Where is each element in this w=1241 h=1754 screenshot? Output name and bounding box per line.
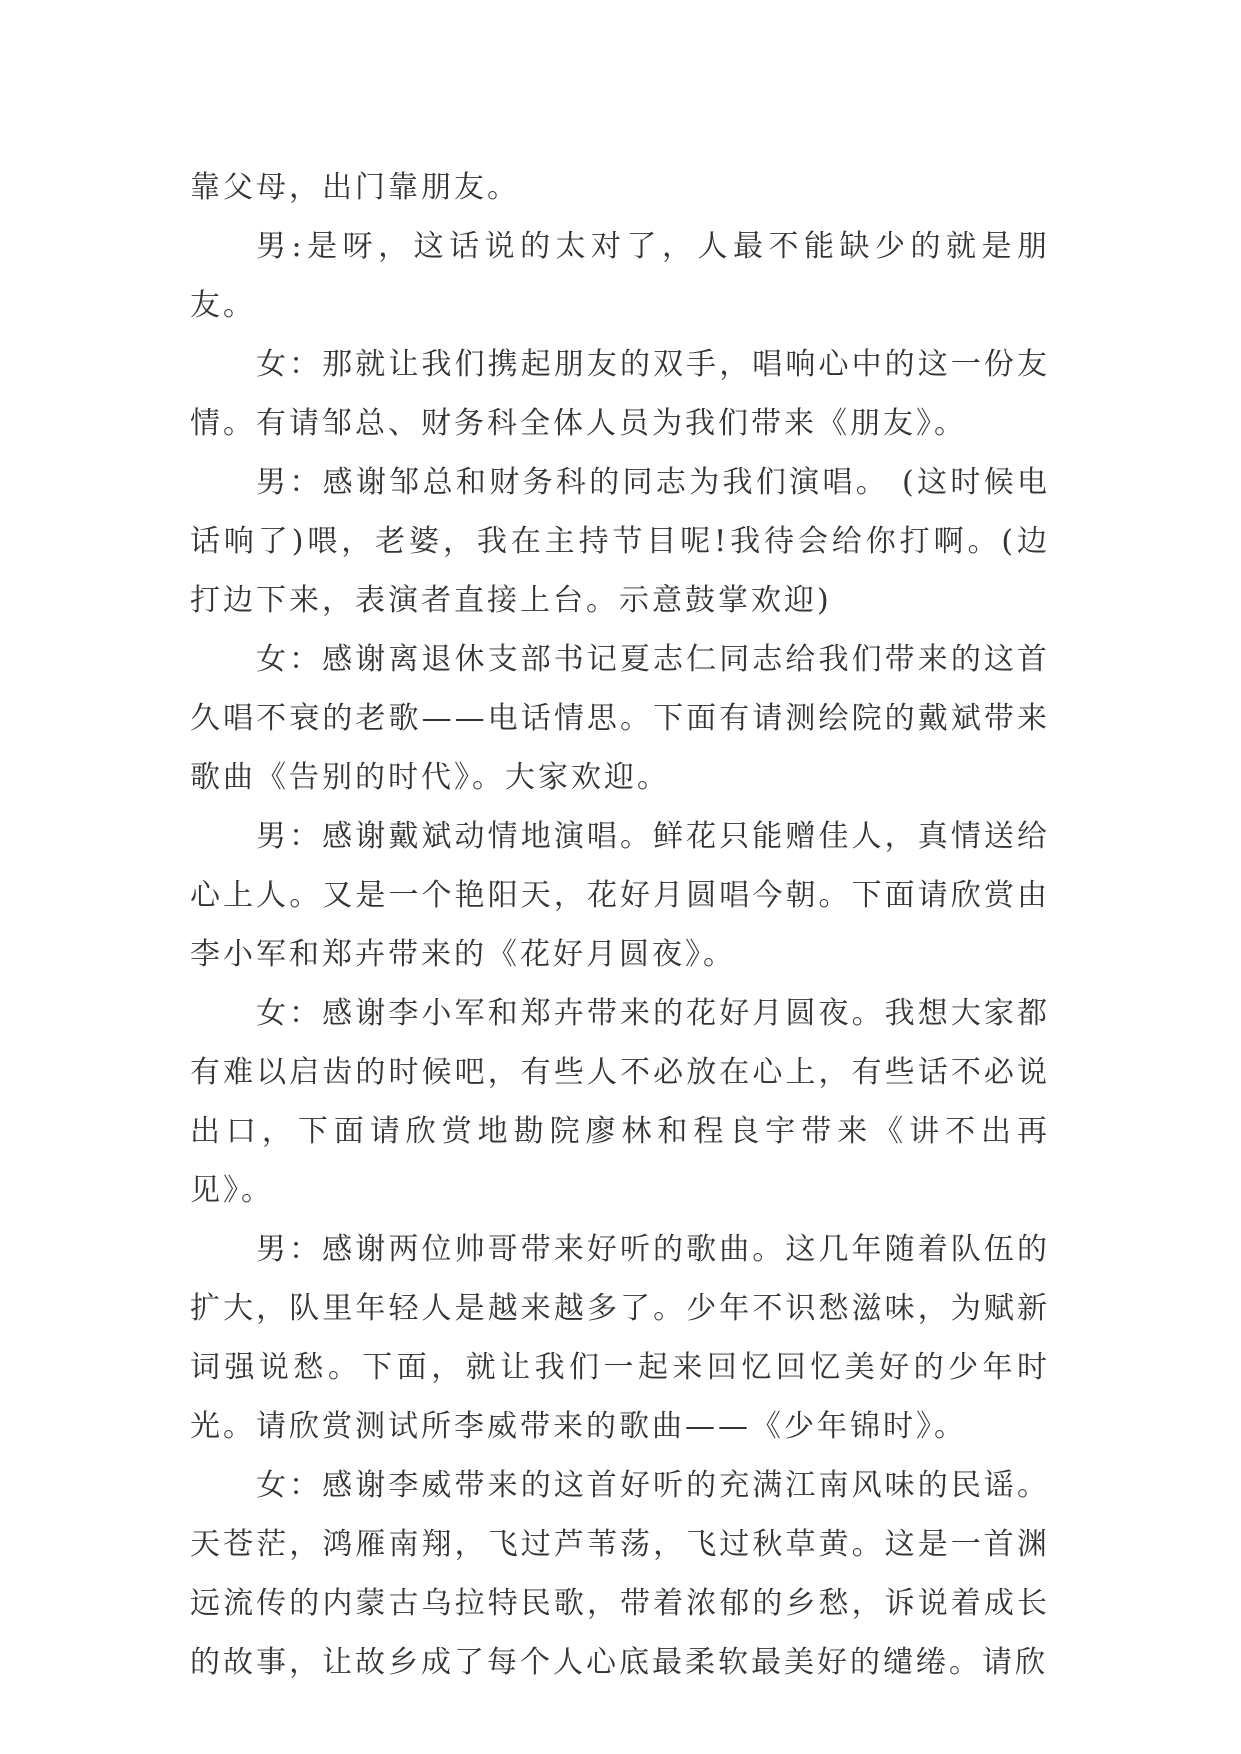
paragraph-2: 女：那就让我们携起朋友的双手，唱响心中的这一份友情。有请邹总、财务科全体人员为我们带来《朋友》。 [190,347,1050,441]
paragraph-4: 女：感谢离退休支部书记夏志仁同志给我们带来的这首久唱不衰的老歌——电话情思。下面有请测绘院的戴斌带来歌曲《告别的时代》。大家欢迎。 [190,642,1050,795]
paragraph-0: 靠父母，出门靠朋友。 [190,170,520,205]
paragraph-8: 女：感谢李威带来的这首好听的充满江南风味的民谣。天苍茫，鸿雁南翔，飞过芦苇荡，飞过秋草黄。这是一首渊远流传的内蒙古乌拉特民歌，带着浓郁的乡愁，诉说着成长的故事，让故乡成了每个人心底最柔软最美好的缱绻。请欣 [190,1468,1050,1680]
paragraph-1: 男:是呀，这话说的太对了，人最不能缺少的就是朋友。 [190,229,1050,323]
paragraph-3: 男：感谢邹总和财务科的同志为我们演唱。 (这时候电话响了)喂，老婆，我在主持节目呢!我待会给你打啊。(边打边下来，表演者直接上台。示意鼓掌欢迎) [190,465,1050,618]
paragraph-6: 女：感谢李小军和郑卉带来的花好月圆夜。我想大家都有难以启齿的时候吧，有些人不必放在心上，有些话不必说出口，下面请欣赏地勘院廖林和程良宇带来《讲不出再见》。 [190,996,1050,1208]
document-body [190,158,1050,1692]
paragraph-5: 男：感谢戴斌动情地演唱。鲜花只能赠佳人，真情送给心上人。又是一个艳阳天，花好月圆唱今朝。下面请欣赏由李小军和郑卉带来的《花好月圆夜》。 [190,819,1050,972]
paragraph-7: 男：感谢两位帅哥带来好听的歌曲。这几年随着队伍的扩大，队里年轻人是越来越多了。少年不识愁滋味，为赋新词强说愁。下面，就让我们一起来回忆回忆美好的少年时光。请欣赏测试所李威带来的歌曲——《少年锦时》。 [190,1232,1050,1444]
